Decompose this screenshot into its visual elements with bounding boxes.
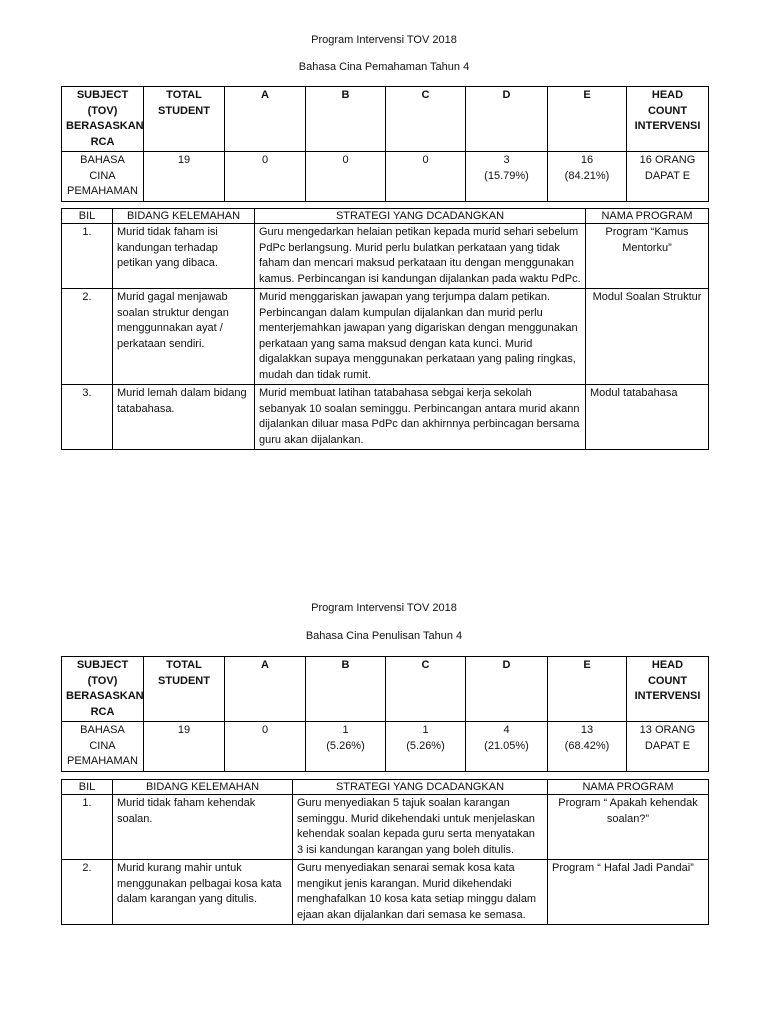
grade-a-count: 0 (261, 724, 269, 736)
grade-c-count: 0 (422, 154, 429, 166)
grade-d-count: 3 (503, 154, 510, 166)
section1-subtitle: Bahasa Cina Pemahaman Tahun 4 (298, 61, 470, 73)
strategi-cell: Guru menyediakan 5 tajuk soalan karangan seminggu. Murid dikehendaki untuk menjelaskan kehendak soalan kepada guru serta menyatakan 3 isi kandungan karangan yang boleh ditulis. (293, 795, 548, 860)
plan-row (62, 795, 709, 860)
plan-row (62, 224, 709, 289)
subject-cell: BAHASA CINA PEMAHAMAN (62, 152, 144, 202)
bidang-cell: Murid lemah dalam bidang tatabahasa. (113, 385, 255, 450)
grade-e-cell (548, 722, 627, 772)
grade-d-percent: (15.79%) (484, 169, 529, 182)
bidang-cell: Murid tidak faham isi kandungan terhadap petikan yang dibaca. (113, 224, 255, 289)
summary-header-row (62, 87, 709, 152)
grade-a-count: 0 (261, 154, 269, 166)
program-cell: Program “Kamus Mentorku” (586, 224, 709, 289)
grade-b-percent: (5.26%) (326, 739, 365, 752)
header-head-count: HEAD COUNT INTERVENSI (627, 657, 709, 722)
bil-cell: 2. (62, 860, 113, 925)
header-grade-c: C (386, 87, 466, 152)
header-grade-d: D (466, 87, 548, 152)
subject-cell: BAHASA CINA PEMAHAMAN (62, 722, 144, 772)
summary-data-row (62, 152, 709, 202)
plan-header-row (62, 209, 709, 224)
header-grade-b: B (306, 657, 386, 722)
header-grade-a: A (225, 657, 306, 722)
summary-header-row (62, 657, 709, 722)
strategi-cell: Murid membuat latihan tatabahasa sebgai kerja sekolah sebanyak 10 soalan seminggu. Perbincangan antara murid akann dijalankan diluar masa PdPc dan akhirnnya perbincagan bersama guru akan dijalankan. (255, 385, 586, 450)
plan-row (62, 289, 709, 385)
grade-e-percent: (84.21%) (564, 169, 610, 182)
bidang-cell: Murid kurang mahir untuk menggunakan pelbagai kosa kata dalam karangan yang ditulis. (113, 860, 293, 925)
header-bidang-kelemahan: BIDANG KELEMAHAN (113, 780, 293, 795)
grade-e-count: 16 (580, 154, 594, 166)
program-cell: Program “ Apakah kehendak soalan?” (548, 795, 709, 860)
grade-c-cell (386, 152, 466, 202)
plan-row (62, 860, 709, 925)
header-nama-program: NAMA PROGRAM (548, 780, 709, 795)
total-cell: 19 (144, 152, 225, 202)
bil-cell: 1. (62, 795, 113, 860)
bidang-cell: Murid tidak faham kehendak soalan. (113, 795, 293, 860)
grade-a-cell (225, 152, 306, 202)
grade-b-count: 0 (342, 154, 349, 166)
section2-subtitle: Bahasa Cina Penulisan Tahun 4 (305, 630, 463, 642)
grade-e-cell (548, 152, 627, 202)
plan-header-row (62, 780, 709, 795)
section1-summary-table (61, 86, 709, 202)
header-bil: BIL (62, 780, 113, 795)
section1-plan-table (61, 208, 709, 450)
summary-data-row (62, 722, 709, 772)
header-grade-a: A (225, 87, 306, 152)
header-strategi: STRATEGI YANG DCADANGKAN (255, 209, 586, 224)
section1-title: Program Intervensi TOV 2018 (311, 34, 457, 46)
grade-b-count: 1 (342, 724, 349, 736)
grade-e-percent: (68.42%) (564, 739, 610, 752)
grade-a-cell (225, 722, 306, 772)
bil-cell: 3. (62, 385, 113, 450)
header-strategi: STRATEGI YANG DCADANGKAN (293, 780, 548, 795)
bil-cell: 1. (62, 224, 113, 289)
grade-c-cell (386, 722, 466, 772)
grade-d-cell (466, 722, 548, 772)
header-grade-c: C (386, 657, 466, 722)
bidang-cell: Murid gagal menjawab soalan struktur dengan menggunnakan ayat / perkataan sendiri. (113, 289, 255, 385)
plan-row (62, 385, 709, 450)
header-bil: BIL (62, 209, 113, 224)
grade-c-percent: (5.26%) (406, 739, 445, 752)
program-cell: Modul Soalan Struktur (586, 289, 709, 385)
bil-cell: 2. (62, 289, 113, 385)
header-grade-e: E (548, 657, 627, 722)
header-total-student: TOTAL STUDENT (144, 87, 225, 152)
header-nama-program: NAMA PROGRAM (586, 209, 709, 224)
section2-plan-table (61, 779, 709, 925)
strategi-cell: Murid menggariskan jawapan yang terjumpa dalam petikan. Perbincangan dalam kumpulan dijalankan dan murid perlu menterjemahkan jawapan yang digariskan dengan menggunakan perkataan yang sama maksud dengan kata kunci. Murid digalakkan supaya menggunakan perkataan yang paling ringkas, mudah dan tidak rumit. (255, 289, 586, 385)
grade-d-cell (466, 152, 548, 202)
grade-d-count: 4 (503, 724, 510, 736)
header-subject: SUBJECT (TOV) BERASASKAN RCA (62, 657, 144, 722)
grade-c-count: 1 (422, 724, 429, 736)
section2-summary-table (61, 656, 709, 772)
total-cell: 19 (144, 722, 225, 772)
grade-b-cell (306, 152, 386, 202)
program-cell: Modul tatabahasa (586, 385, 709, 450)
strategi-cell: Guru menyediakan senarai semak kosa kata mengikut jenis karangan. Murid dikehendaki menghafalkan 10 kosa kata setiap minggu dalam ejaan akan dijalankan dari semasa ke semasa. (293, 860, 548, 925)
program-cell: Program “ Hafal Jadi Pandai” (548, 860, 709, 925)
grade-e-count: 13 (580, 724, 594, 736)
header-subject: SUBJECT (TOV) BERASASKAN RCA (62, 87, 144, 152)
header-grade-b: B (306, 87, 386, 152)
grade-b-cell (306, 722, 386, 772)
header-grade-d: D (466, 657, 548, 722)
head-count-cell: 13 ORANG DAPAT E (627, 722, 709, 772)
header-total-student: TOTAL STUDENT (144, 657, 225, 722)
grade-d-percent: (21.05%) (484, 739, 529, 752)
section2-title: Program Intervensi TOV 2018 (311, 602, 457, 614)
head-count-cell: 16 ORANG DAPAT E (627, 152, 709, 202)
header-head-count: HEAD COUNT INTERVENSI (627, 87, 709, 152)
header-grade-e: E (548, 87, 627, 152)
strategi-cell: Guru mengedarkan helaian petikan kepada murid sehari sebelum PdPc berlangsung. Murid perlu bulatkan perkataan yang tidak faham dan mencari maksud perkataan itu dengan menggunakan kamus. Perbincangan isi kandungan dijalankan pada waktu PdPc. (255, 224, 586, 289)
header-bidang-kelemahan: BIDANG KELEMAHAN (113, 209, 255, 224)
